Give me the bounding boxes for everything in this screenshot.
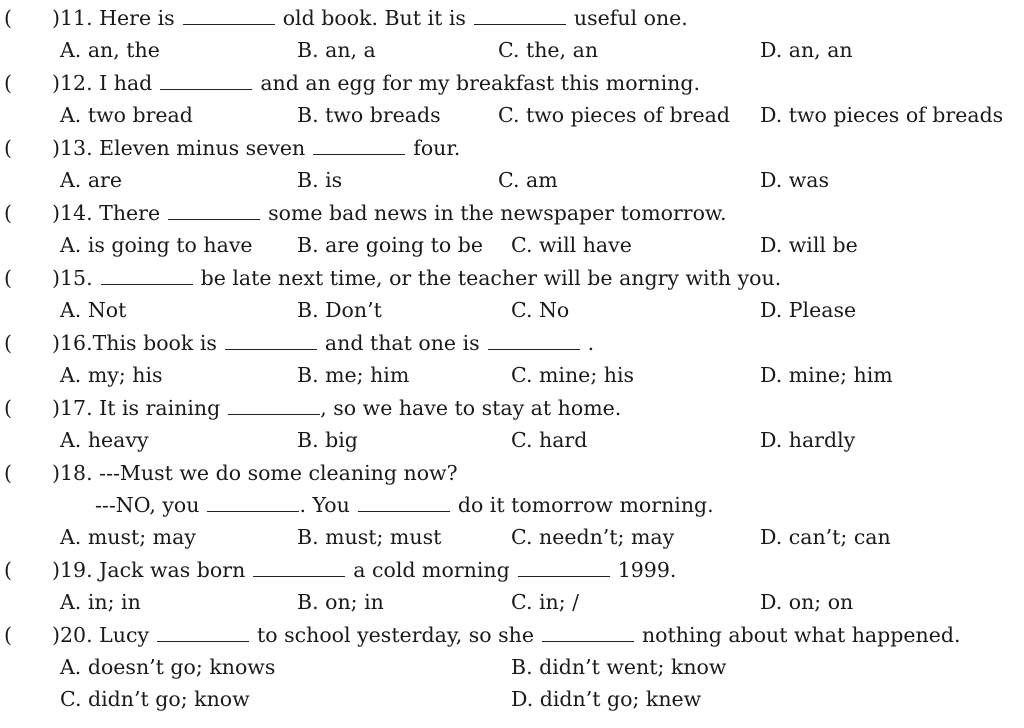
- options-15: [0, 294, 1024, 326]
- question-number: )11.: [52, 6, 93, 30]
- option-d: D. hardly: [760, 428, 856, 452]
- question-text: [52, 197, 727, 229]
- question-part: and that one is: [324, 331, 480, 355]
- option-a: A. my; his: [60, 363, 163, 387]
- question-number: )18.: [52, 461, 93, 485]
- options-11: [0, 34, 1024, 66]
- question-text: [52, 2, 688, 34]
- option-a: A. are: [60, 168, 122, 192]
- options-20-row-1: [0, 651, 1024, 683]
- question-part: Eleven minus seven: [99, 136, 306, 160]
- question-part: ---Must we do some cleaning now?: [99, 461, 458, 485]
- options-12: [0, 99, 1024, 131]
- question-19: [0, 554, 1024, 586]
- question-text: [52, 392, 621, 424]
- options-17: [0, 424, 1024, 456]
- option-b: B. are going to be: [297, 233, 483, 257]
- option-d: D. Please: [760, 298, 857, 322]
- question-number: )17.: [52, 396, 93, 420]
- question-number: )19.: [52, 558, 93, 582]
- option-d: D. was: [760, 168, 830, 192]
- answer-blank: [474, 4, 566, 25]
- option-a: A. must; may: [60, 525, 196, 549]
- option-d: D. two pieces of breads: [760, 103, 1004, 127]
- answer-paren: (: [4, 331, 12, 355]
- answer-paren: (: [4, 558, 12, 582]
- question-number: )13.: [52, 136, 93, 160]
- answer-paren: (: [4, 396, 12, 420]
- question-number: )12.: [52, 71, 93, 95]
- option-a: A. is going to have: [60, 233, 253, 257]
- answer-blank: [183, 4, 275, 25]
- answer-blank: [542, 621, 634, 642]
- option-c: C. am: [498, 168, 558, 192]
- option-b: B. on; in: [297, 590, 384, 614]
- question-part: to school yesterday, so she: [257, 623, 534, 647]
- answer-paren: (: [4, 623, 12, 647]
- options-20-row-2: [0, 683, 1024, 715]
- question-16: [0, 327, 1024, 359]
- option-a: A. Not: [60, 298, 127, 322]
- option-a: A. an, the: [60, 38, 160, 62]
- question-part: 1999.: [617, 558, 677, 582]
- question-17: [0, 392, 1024, 424]
- answer-paren: (: [4, 6, 12, 30]
- question-18-continuation: [0, 489, 1024, 521]
- option-c: C. hard: [511, 428, 588, 452]
- option-c: C. will have: [511, 233, 632, 257]
- answer-blank: [518, 556, 610, 577]
- question-part: and an egg for my breakfast this morning.: [260, 71, 700, 95]
- question-number: )20.: [52, 623, 93, 647]
- answer-paren: (: [4, 266, 12, 290]
- question-11: [0, 2, 1024, 34]
- question-part: be late next time, or the teacher will be angry with you.: [200, 266, 782, 290]
- option-b: B. me; him: [297, 363, 410, 387]
- question-part: , so we have to stay at home.: [320, 396, 622, 420]
- answer-paren: (: [4, 136, 12, 160]
- question-part: do it tomorrow morning.: [457, 493, 714, 517]
- options-16: [0, 359, 1024, 391]
- option-c: C. in; /: [511, 590, 580, 614]
- question-part: old book. But it is: [282, 6, 466, 30]
- question-number: )14.: [52, 201, 93, 225]
- question-13: [0, 132, 1024, 164]
- option-d: D. didn’t go; knew: [511, 687, 702, 711]
- question-text: [52, 67, 700, 99]
- option-b: B. didn’t went; know: [511, 655, 727, 679]
- answer-blank: [228, 394, 320, 415]
- option-b: B. Don’t: [297, 298, 382, 322]
- question-18: [0, 457, 1024, 489]
- question-part: .: [587, 331, 595, 355]
- option-b: B. must; must: [297, 525, 442, 549]
- option-c: C. mine; his: [511, 363, 635, 387]
- option-b: B. two breads: [297, 103, 441, 127]
- question-part: Jack was born: [99, 558, 246, 582]
- option-a: A. in; in: [60, 590, 141, 614]
- option-d: D. an, an: [760, 38, 853, 62]
- question-text: [52, 327, 594, 359]
- option-c: C. didn’t go; know: [60, 687, 250, 711]
- answer-paren: (: [4, 201, 12, 225]
- question-part: useful one.: [573, 6, 688, 30]
- question-part: nothing about what happened.: [641, 623, 961, 647]
- options-14: [0, 229, 1024, 261]
- question-text: [52, 457, 458, 489]
- question-part: a cold morning: [353, 558, 510, 582]
- option-b: B. an, a: [297, 38, 376, 62]
- option-d: D. mine; him: [760, 363, 893, 387]
- question-number: )16.: [52, 331, 93, 355]
- answer-blank: [160, 69, 252, 90]
- answer-blank: [225, 329, 317, 350]
- answer-blank: [358, 491, 450, 512]
- option-d: D. on; on: [760, 590, 854, 614]
- question-15: [0, 262, 1024, 294]
- answer-blank: [168, 199, 260, 220]
- option-a: A. doesn’t go; knows: [60, 655, 276, 679]
- question-text: [52, 619, 961, 651]
- question-part: This book is: [92, 331, 217, 355]
- answer-blank: [101, 264, 193, 285]
- question-part: I had: [99, 71, 153, 95]
- question-12: [0, 67, 1024, 99]
- question-text: [95, 489, 714, 521]
- question-part: There: [99, 201, 161, 225]
- option-b: B. is: [297, 168, 343, 192]
- question-14: [0, 197, 1024, 229]
- answer-blank: [207, 491, 299, 512]
- question-part: Here is: [99, 6, 175, 30]
- answer-blank: [157, 621, 249, 642]
- answer-blank: [313, 134, 405, 155]
- question-part: It is raining: [99, 396, 221, 420]
- question-number: )15.: [52, 266, 93, 290]
- option-a: A. heavy: [60, 428, 149, 452]
- question-part: Lucy: [99, 623, 150, 647]
- question-text: [52, 554, 676, 586]
- options-13: [0, 164, 1024, 196]
- question-part: ---NO, you: [95, 493, 200, 517]
- question-text: [52, 132, 460, 164]
- option-d: D. can’t; can: [760, 525, 891, 549]
- option-c: C. needn’t; may: [511, 525, 675, 549]
- option-d: D. will be: [760, 233, 858, 257]
- question-text: [52, 262, 781, 294]
- answer-blank: [253, 556, 345, 577]
- answer-paren: (: [4, 461, 12, 485]
- option-b: B. big: [297, 428, 358, 452]
- option-c: C. the, an: [498, 38, 599, 62]
- question-part: . You: [299, 493, 350, 517]
- question-part: some bad news in the newspaper tomorrow.: [268, 201, 727, 225]
- options-19: [0, 586, 1024, 618]
- question-part: four.: [413, 136, 461, 160]
- answer-blank: [488, 329, 580, 350]
- answer-paren: (: [4, 71, 12, 95]
- question-20: [0, 619, 1024, 651]
- options-18: [0, 521, 1024, 553]
- option-c: C. two pieces of bread: [498, 103, 730, 127]
- option-a: A. two bread: [60, 103, 193, 127]
- option-c: C. No: [511, 298, 570, 322]
